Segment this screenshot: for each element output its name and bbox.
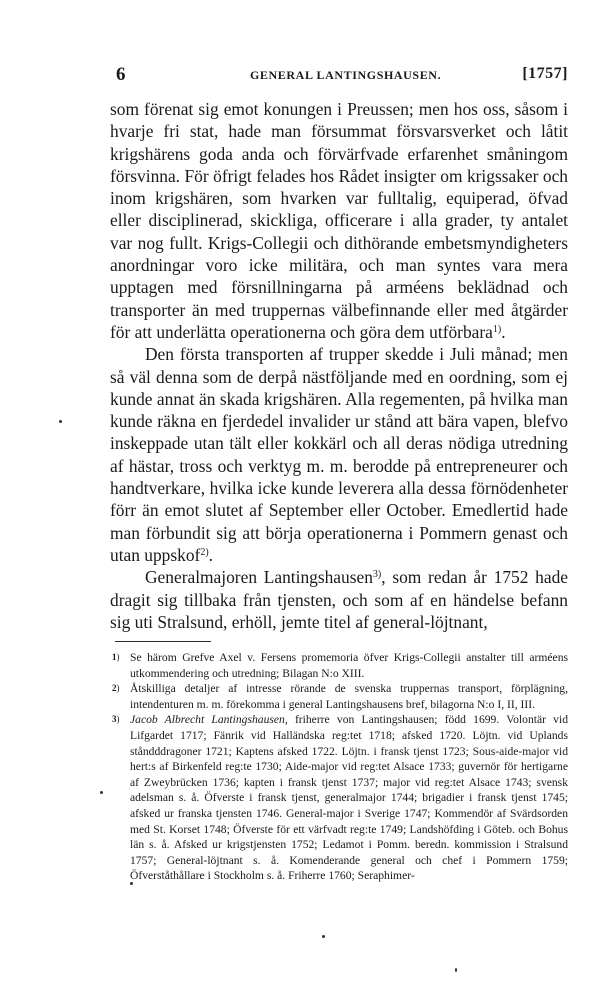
print-speck xyxy=(322,935,325,938)
paragraph-text: Generalmajoren Lantingshausen xyxy=(145,567,373,588)
year-marker: [1757] xyxy=(522,65,568,82)
paragraph: som förenat sig emot konungen i Preussen; men hos oss, såsom i hvarje fri stat, hade man försummat försvarsverket och låtit krigshärens goda anda och förvärfvade erfarenhet småningom försvinna. För öfrigt felades hos Rådet insigter om krigssaker och inom krigshären, som hvarken var fulltalig, equiperad, öfvad eller disciplinerad, skickliga, officerare i alla grader, ty antalet var nog fullt. Krigs-Collegii och dithörande embetsmyndigheters anordningar voro icke militära, och man syntes vara mera upptagen med försnillningarna på arméens beklädnad och transporter än med truppernas välbefinnande eller med åtgärder för att underlätta operationerna och göra dem utförbara$^{1)}$. xyxy=(110,99,568,342)
footnote xyxy=(112,681,568,712)
page-number: 6 xyxy=(116,64,126,85)
page-header xyxy=(112,64,568,92)
running-head: GENERAL LANTINGSHAUSEN. xyxy=(250,68,442,82)
footnote-ref: 1) xyxy=(492,323,502,335)
footnote-mark: 3) xyxy=(112,714,120,725)
paragraph-text: , som redan år 1752 hade dragit sig tillbaka från tjensten, och som af en händelse befann sig uti Stralsund, erhöll, jemte titel af general-löjtnant, xyxy=(110,567,568,632)
paragraph: Den första transporten af trupper skedde i Juli månad; men så väl denna som de derpå nästföljande med en oordning, som ej kunde annat än skada krigshären. Alla regementen, på hvilka man kunde räkna en fjerdedel invalider ur stånd att bära vapen, blefvo inskeppade utan tält eller kokkärl och all deras nödiga utredning af hästar, tross och verktyg m. m. berodde på entrepreneurer och handtverkare, hvilka icke kunde leverera alla dessa förnödenheter förr än emot slutet af September eller October. Emedlertid hade man förbundit sig att börja operationerna i Pommern genast och utan uppskof$^{2)}$. xyxy=(110,344,568,565)
main-text xyxy=(110,98,568,633)
paragraph-text: som förenat sig emot konungen i Preussen; men hos oss, såsom i hvarje fri stat, hade man försummat försvarsverket och låtit krigshärens goda anda och förvärfvade erfarenhet småningom försvinna. För öfrigt felades hos Rådet insigter om krigssaker och inom krigshären, som hvarken var fulltalig, equiperad, öfvad eller disciplinerad, skickliga, officerare i alla grader, ty antalet var nog fullt. Krigs-Collegii och dithörande embetsmyndigheters anordningar voro icke militära, och man syntes vara mera upptagen med försnillningarna på arméens beklädnad och transporter än med truppernas välbefinnande eller med åtgärder för att underlätta operationerna och göra dem utförbara xyxy=(110,99,568,342)
footnote-text: friherre von Lantingshausen; född 1699. Volontär vid Lifgardet 1717; Fänrik vid Halländska reg:tet 1718; afsked 1720. Löjtn. vid Uplands ståndddragoner 1721; Kaptens afsked 1722. Löjtn. i fransk tjenst 1723; Sous-aide-major vid hert:s af Birkenfeld reg:te 1730; Aide-major vid reg:tet Alsace 1733; guvernör för hertigarne af Zweybrücken 1736; kapten i fransk tjenst 1737; major vid reg:tet Alsace 1743; svensk adelsman s. å. Öfverste i fransk tjenst, generalmajor 1744; brigadier i fransk tjenst 1745; afsked ur franska tjensten 1746. General-major i Sverige 1747; Kommendör af Svärdsorden med St. Korset 1748; Öfverste för ett värfvadt reg:te 1749; Landshöfding i Göteb. och Bohus län s. å. Afsked ur krigstjensten 1752; Ledamot i Pomm. beredn. kommission i Stralsund 1757; General-löjtnant s. å. Komenderande general och chef i Pommern 1759; Öfverståthållare i Stockholm s. å. Friherre 1760; Seraphimer- xyxy=(130,713,568,883)
footnote-text: Åtskilliga detaljer af intresse rörande de svenska truppernas transport, förplägning, intendenturen m. m. förekomma i general Lantingshausens bref, bilagorna N:o I, II, III. xyxy=(130,682,568,711)
footnote-mark: 2) xyxy=(112,683,120,694)
print-speck xyxy=(100,791,103,794)
footnotes xyxy=(112,650,568,884)
print-speck xyxy=(455,968,457,972)
footnote-ref: 3) xyxy=(372,569,382,581)
print-speck xyxy=(59,420,62,423)
footnote xyxy=(112,712,568,884)
paragraph-text: Den första transporten af trupper skedde i Juli månad; men så väl denna som de derpå nästföljande med en oordning, som ej kunde annat än skada krigshären. Alla regementen, på hvilka man kunde räkna en fjerdedel invalider ur stånd att bära vapen, blefvo inskeppade utan tält eller kokkärl och all deras nödiga utredning af hästar, tross och verktyg m. m. berodde på entrepreneurer och handtverkare, hvilka icke kunde leverera alla dessa förnödenheter förr än emot slutet af September eller October. Emedlertid hade man förbundit sig att börja operationerna i Pommern genast och utan uppskof xyxy=(110,344,568,565)
print-speck xyxy=(130,882,133,885)
paragraph xyxy=(110,566,568,633)
footnote-person-name: Jacob Albrecht Lantingshausen, xyxy=(130,713,288,727)
footnote-ref: 2) xyxy=(200,546,209,558)
footnote-text: Se härom Grefve Axel v. Fersens promemoria öfver Krigs-Collegii anstalter till arméens utkommendering och utredning; Bilagan N:o XIII. xyxy=(130,651,568,680)
footnote-divider xyxy=(115,641,211,642)
footnote xyxy=(112,650,568,681)
footnote-mark: 1) xyxy=(112,652,120,662)
